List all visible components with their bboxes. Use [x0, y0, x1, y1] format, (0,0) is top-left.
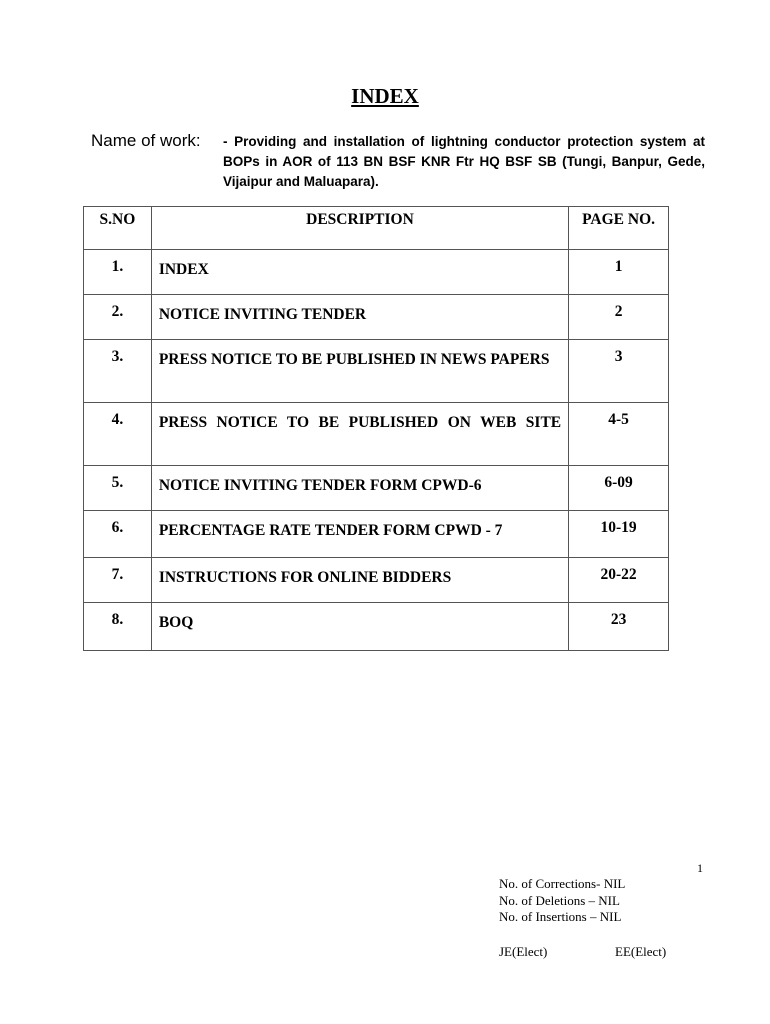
index-table	[83, 206, 669, 651]
name-of-work-label	[91, 131, 201, 151]
row-page: 10-19	[569, 511, 669, 558]
page-number: 1	[697, 861, 703, 875]
header-page-no: PAGE NO.	[569, 207, 669, 250]
notes-block	[499, 876, 625, 926]
insertions-note: No. of Insertions – NIL	[499, 909, 622, 924]
row-page: 2	[569, 295, 669, 340]
row-description: PRESS NOTICE TO BE PUBLISHED IN NEWS PAPERS	[151, 340, 568, 403]
row-description: INDEX	[151, 250, 568, 295]
signature-row	[499, 944, 679, 960]
ee-signature-label: EE(Elect)	[615, 944, 667, 959]
row-sno: 8.	[84, 603, 152, 651]
row-sno: 4.	[84, 403, 152, 466]
name-of-work-text: - Providing and installation of lightning conductor protection system at BOPs in AOR of 113 BN BSF KNR Ftr HQ BSF SB (Tungi, Banpur, Gede, Vijaipur and Maluapara).	[223, 134, 705, 189]
row-description: PRESS NOTICE TO BE PUBLISHED ON WEB SITE	[151, 403, 568, 466]
page-title: INDEX	[351, 84, 419, 108]
je-signature-label: JE(Elect)	[499, 944, 548, 959]
row-sno: 2.	[84, 295, 152, 340]
table-row	[84, 511, 669, 558]
header-description: DESCRIPTION	[151, 207, 568, 250]
table-row	[84, 466, 669, 511]
row-description: BOQ	[151, 603, 568, 651]
row-page: 20-22	[569, 558, 669, 603]
table-row	[84, 403, 669, 466]
row-page: 23	[569, 603, 669, 651]
row-description: PERCENTAGE RATE TENDER FORM CPWD - 7	[151, 511, 568, 558]
row-sno: 7.	[84, 558, 152, 603]
deletions-note: No. of Deletions – NIL	[499, 892, 620, 908]
row-page: 4-5	[569, 403, 669, 466]
row-sno: 6.	[84, 511, 152, 558]
table-row	[84, 603, 669, 651]
row-sno: 1.	[84, 250, 152, 295]
table-row	[84, 295, 669, 340]
row-page: 1	[569, 250, 669, 295]
header-sno: S.NO	[84, 207, 152, 250]
row-page: 6-09	[569, 466, 669, 511]
row-description: NOTICE INVITING TENDER FORM CPWD-6	[151, 466, 568, 511]
name-of-work-label-text: Name of work:	[91, 131, 201, 150]
table-row	[84, 250, 669, 295]
table-row	[84, 558, 669, 603]
table-header-row	[84, 207, 669, 250]
row-description: NOTICE INVITING TENDER	[151, 295, 568, 340]
row-sno: 3.	[84, 340, 152, 403]
row-page: 3	[569, 340, 669, 403]
table-row	[84, 340, 669, 403]
corrections-note: No. of Corrections- NIL	[499, 876, 626, 891]
row-sno: 5.	[84, 466, 152, 511]
row-description: INSTRUCTIONS FOR ONLINE BIDDERS	[151, 558, 568, 603]
